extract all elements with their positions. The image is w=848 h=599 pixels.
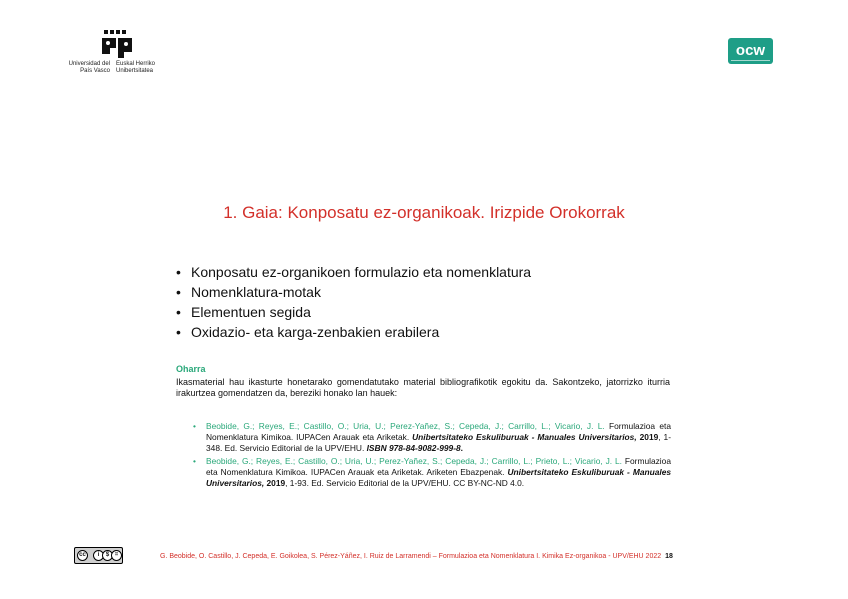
upv-ehu-logo [62,30,172,80]
bullet-icon: • [193,456,196,466]
cc-license-icon: cc i $ = [74,547,123,564]
bullet-icon: • [176,324,181,340]
bullet-icon: • [176,284,181,300]
university-name-eu: Euskal Herriko Unibertsitatea [116,61,156,74]
note-body: Ikasmaterial hau ikasturte honetarako gomendatutako material bibliografikotik egokitu da. Sakontzeko, jatorrizko iturria irakurtzea gomendatzen da, bereziki honako lan hauek: [176,377,670,398]
reference-isbn: ISBN 978-84-9082-999-8 [366,443,461,453]
bullet-icon: • [176,304,181,320]
bullet-icon: • [193,421,196,431]
footer-authors: G. Beobide, O. Castillo, J. Cepeda, E. Goikolea, S. Pérez-Yáñez, I. Ruiz de Larramendi – Formulazioa eta Nomenklatura I. Kimika Ez-organikoa - UPV/EHU 2022 [160,553,662,560]
reference-year: 2019 [266,478,286,488]
reference-series: Unibertsitateko Eskuliburuak - Manuales Universitarios, [206,467,672,488]
bullet-icon: • [176,264,181,280]
page-number: 18 [665,553,673,560]
upv-ehu-emblem-icon [98,30,136,60]
list-item: • Elementuen segida [176,304,311,320]
reference-publisher: , 1-348. Ed. Servicio Editorial de la UPV/EHU. [206,432,671,453]
topic-list [176,262,531,342]
reference-authors: Beobide, G.; Reyes, E.; Castillo, O.; Uria, U.; Perez-Yañez, S.; Cepeda, J.; Carrillo, L.; Vicario, J. L. [206,421,605,431]
reference-title: Formulazioa eta Nomenklatura Kimikoa. IUPACen Arauak eta Ariketak. [206,421,672,442]
reference-publisher: , 1-93. Ed. Servicio Editorial de la UPV/EHU. CC BY-NC-ND 4.0. [285,478,525,488]
reference-end: . [460,443,463,453]
reference-list [193,421,671,491]
reference-item [193,421,671,454]
note-heading: Oharra [176,364,206,374]
slide-title: 1. Gaia: Konposatu ez-organikoak. Irizpide Orokorrak [223,203,625,222]
footer-credits [160,552,774,562]
list-item: • Konposatu ez-organikoen formulazio eta nomenklatura [176,264,532,280]
university-name-es: Universidad del País Vasco [68,61,110,74]
reference-authors: Beobide, G.; Reyes, E.; Castillo, O.; Uria, U.; Perez-Yañez, S.; Cepeda, J.; Carrillo, L.; Prieto, L.; Vicario, J. L. [206,456,622,466]
reference-title: Formulazioa eta Nomenklatura Kimikoa. IUPACen Arauak eta Ariketak. Ariketen Ebazpenak. [206,456,671,477]
list-item: • Oxidazio- eta karga-zenbakien erabilera [176,324,440,340]
ocw-logo: ocw [728,38,773,64]
list-item: • Nomenklatura-motak [176,284,321,300]
reference-year: 2019 [639,432,659,442]
reference-item [193,456,671,489]
reference-series: Unibertsitateko Eskuliburuak - Manuales Universitarios, [412,432,637,442]
